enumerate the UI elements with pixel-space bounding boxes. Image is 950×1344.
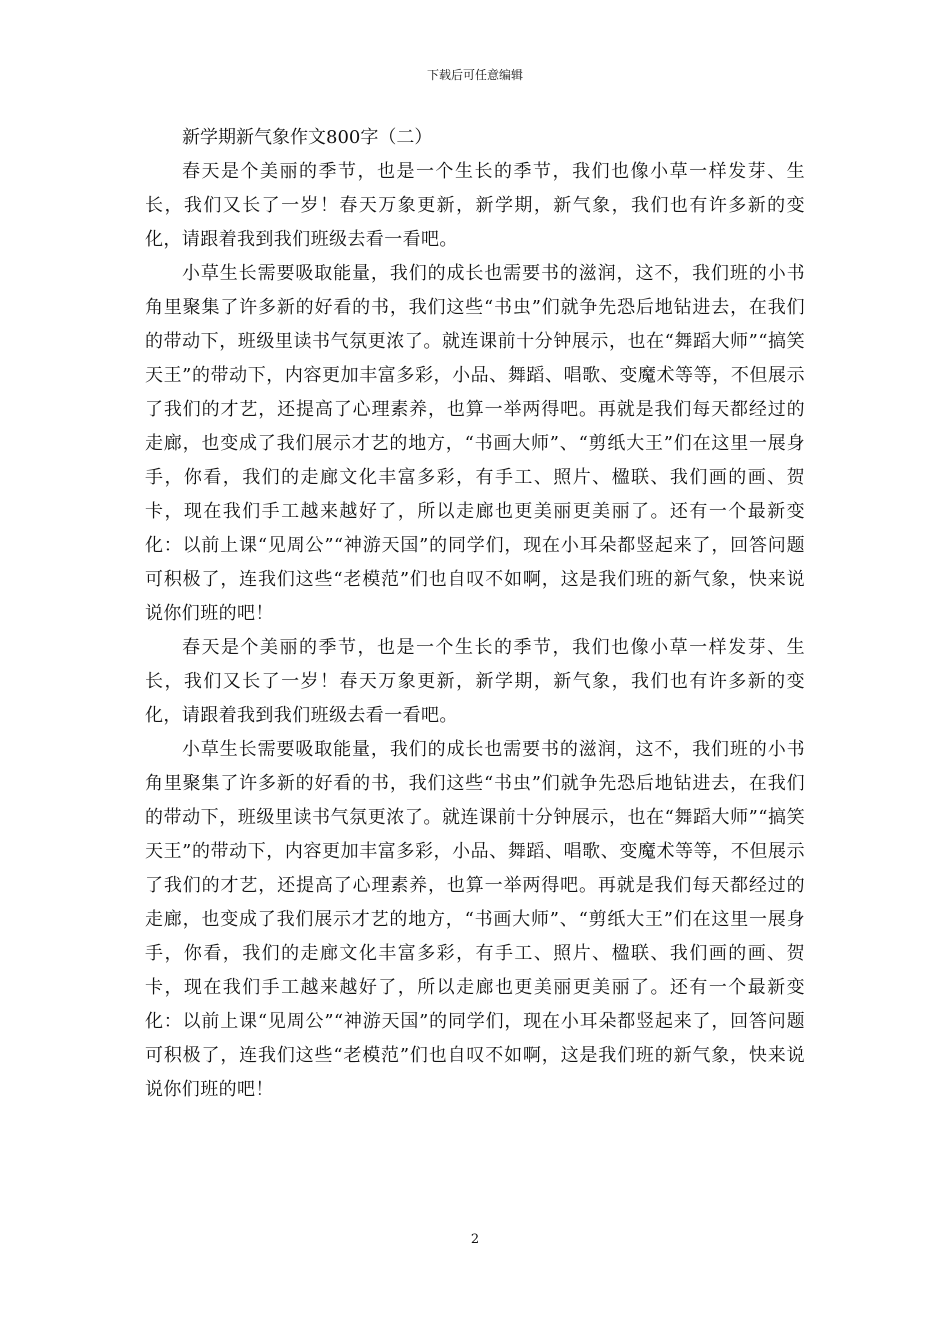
page-header: 下载后可任意编辑 — [426, 68, 523, 82]
paragraph: 小草生长需要吸取能量，我们的成长也需要书的滋润，这不，我们班的小书角里聚集了许多新的好看的书，我们这些“书虫”们就争先恐后地钻进去，在我们的带动下，班级里读书气氛更浓了。就连课前十分钟展示，也在“舞蹈大师”“搞笑天王”的带动下，内容更加丰富多彩，小品、舞蹈、唱歌、变魔术等等，不但展示了我们的才艺，还提高了心理素养，也算一举两得吧。再就是我们每天都经过的走廊，也变成了我们展示才艺的地方，“书画大师”、“剪纸大王”们在这里一展身手，你看，我们的走廊文化丰富多彩，有手工、照片、楹联、我们画的画、贺卡，现在我们手工越来越好了，所以走廊也更美丽更美丽了。还有一个最新变化：以前上课“见周公”“神游天国”的同学们，现在小耳朵都竖起来了，回答问题可积极了，连我们这些“老模范”们也自叹不如啊，这是我们班的新气象，快来说说你们班的吧！ — [145, 739, 805, 1100]
paragraph: 春天是个美丽的季节，也是一个生长的季节，我们也像小草一样发芽、生长，我们又长了一岁！春天万象更新，新学期，新气象，我们也有许多新的变化，请跟着我到我们班级去看一看吧。 — [145, 161, 805, 250]
paragraph: 小草生长需要吸取能量，我们的成长也需要书的滋润，这不，我们班的小书角里聚集了许多新的好看的书，我们这些“书虫”们就争先恐后地钻进去，在我们的带动下，班级里读书气氛更浓了。就连课前十分钟展示，也在“舞蹈大师”“搞笑天王”的带动下，内容更加丰富多彩，小品、舞蹈、唱歌、变魔术等等，不但展示了我们的才艺，还提高了心理素养，也算一举两得吧。再就是我们每天都经过的走廊，也变成了我们展示才艺的地方，“书画大师”、“剪纸大王”们在这里一展身手，你看，我们的走廊文化丰富多彩，有手工、照片、楹联、我们画的画、贺卡，现在我们手工越来越好了，所以走廊也更美丽更美丽了。还有一个最新变化：以前上课“见周公”“神游天国”的同学们，现在小耳朵都竖起来了，回答问题可积极了，连我们这些“老模范”们也自叹不如啊，这是我们班的新气象，快来说说你们班的吧！ — [145, 263, 805, 624]
page-number: 2 — [470, 1232, 480, 1247]
document-body — [145, 121, 805, 1107]
paragraph: 春天是个美丽的季节，也是一个生长的季节，我们也像小草一样发芽、生长，我们又长了一岁！春天万象更新，新学期，新气象，我们也有许多新的变化，请跟着我到我们班级去看一看吧。 — [145, 637, 805, 726]
document-title: 新学期新气象作文800字（二） — [182, 127, 433, 148]
